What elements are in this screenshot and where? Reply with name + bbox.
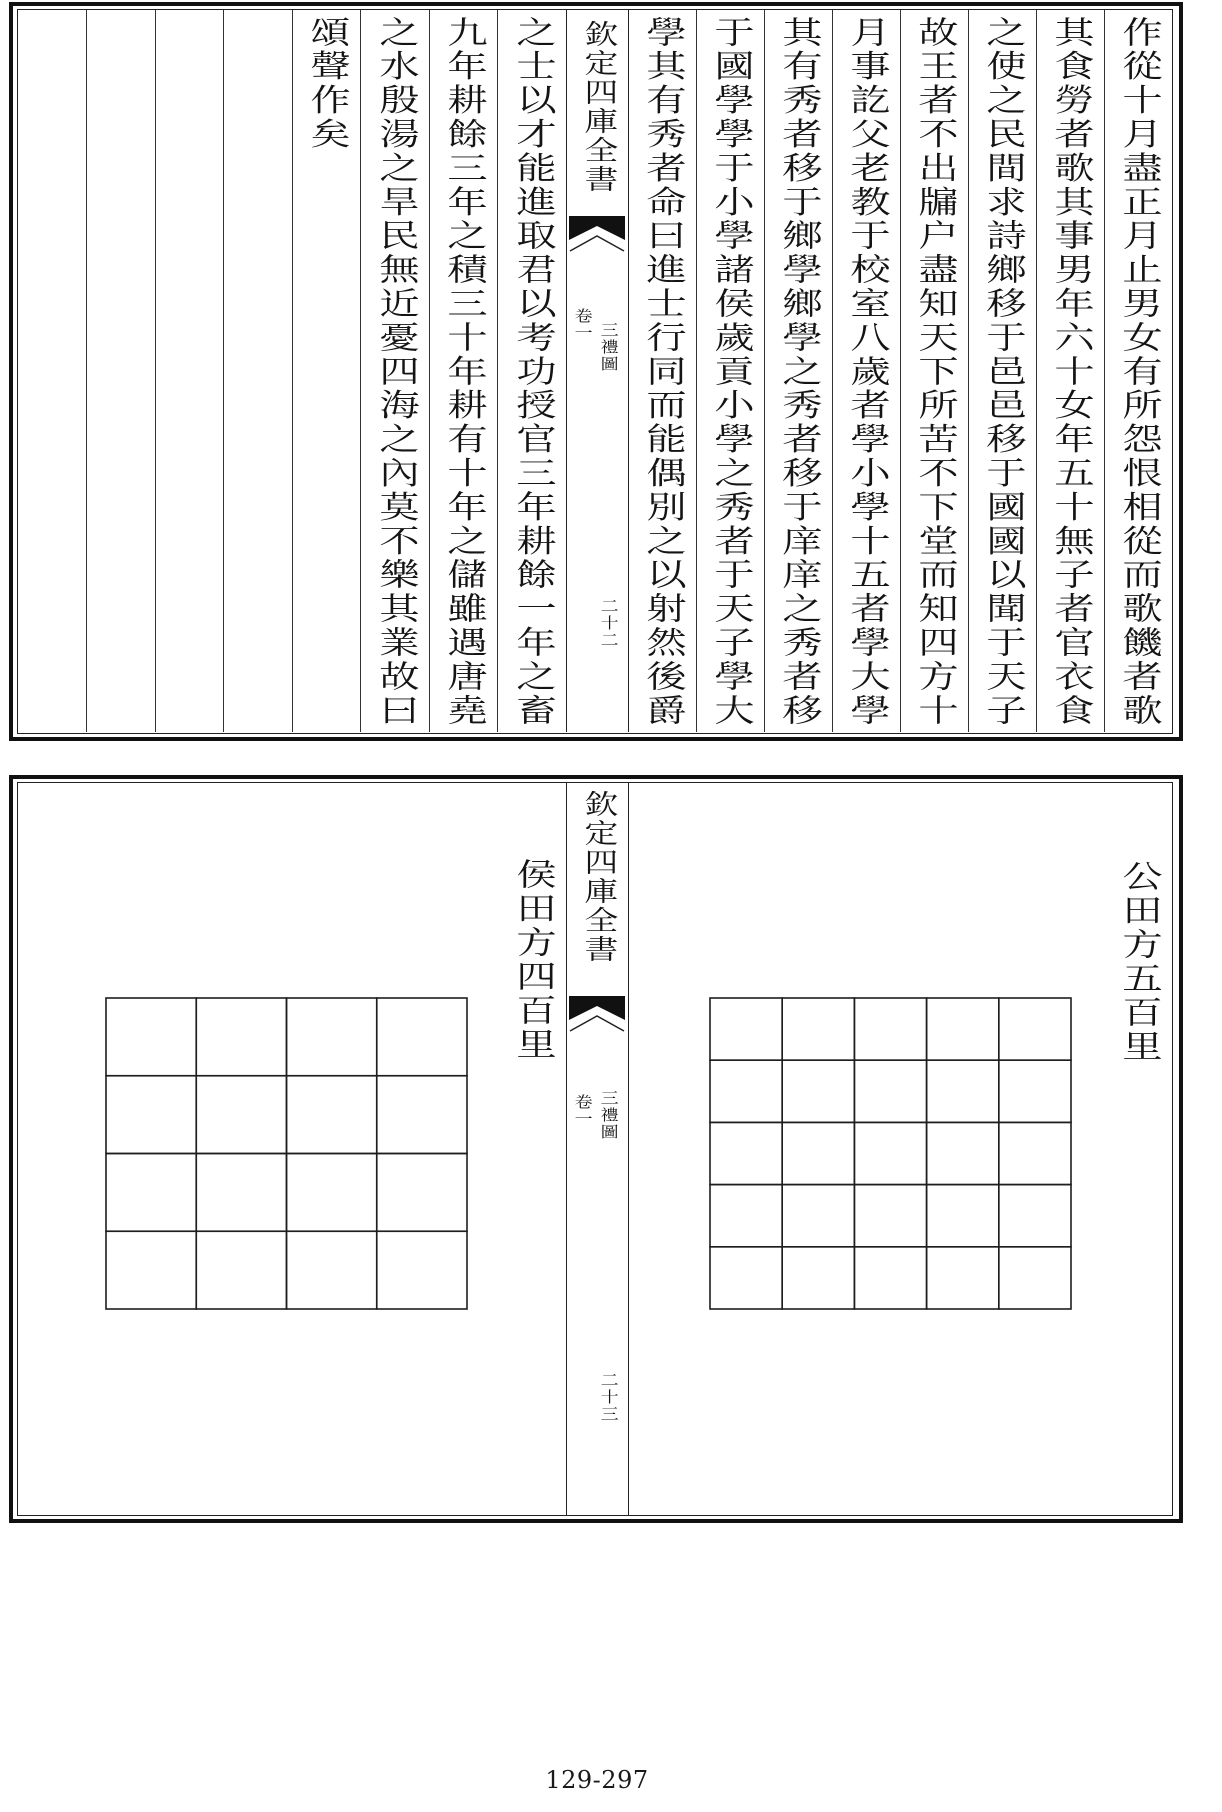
grid-cell: [854, 1185, 926, 1247]
grid-cell: [106, 1076, 196, 1154]
text-column-2: 其食勞者歌其事男年六十女年五十無子者官衣食: [1046, 16, 1094, 728]
left-diagram-caption: 侯田方四百里: [508, 858, 556, 1062]
grid-cell: [377, 998, 467, 1076]
center-column-folio: 二十二: [598, 598, 620, 649]
center-column-book-title: 欽定四庫全書: [578, 20, 617, 194]
column-rule: [900, 10, 901, 732]
text-column-12: 頌聲作矣: [302, 16, 350, 152]
text-column-9: 之士以才能進取君以考功授官三年耕餘一年之畜: [508, 16, 556, 728]
grid-cell: [377, 1076, 467, 1154]
fish-tail-mark: [569, 216, 625, 252]
center-column-folio: 二十三: [598, 1372, 620, 1423]
grid-cell: [782, 1185, 854, 1247]
text-column-1: 作從十月盡正月止男女有所怨恨相從而歌饑者歌: [1114, 16, 1162, 728]
grid-cell: [196, 1231, 286, 1309]
grid-cell: [999, 998, 1071, 1060]
fish-tail-mark: [569, 996, 625, 1032]
grid-cell: [927, 1122, 999, 1184]
column-rule: [696, 10, 697, 732]
grid-cell: [927, 1185, 999, 1247]
column-rule: [86, 10, 87, 732]
column-rule: [764, 10, 765, 732]
text-column-10: 九年耕餘三年之積三十年耕有十年之儲雖遇唐堯: [439, 16, 487, 728]
grid-cell: [927, 1247, 999, 1309]
grid-cell: [854, 1247, 926, 1309]
text-column-8: 學其有秀者命曰進士行同而能偶別之以射然後爵: [638, 16, 686, 728]
center-column-book-title: 欽定四庫全書: [578, 790, 617, 964]
grid-cell: [710, 1185, 782, 1247]
grid-cell: [196, 1076, 286, 1154]
text-column-5: 月事訖父老教于校室八歲者學小學十五者學大學: [842, 16, 890, 728]
right-diagram-caption: 公田方五百里: [1114, 860, 1162, 1064]
center-column-rule-right: [628, 783, 629, 1515]
page-number: 129-297: [545, 1766, 649, 1794]
grid-cell: [999, 1060, 1071, 1122]
column-rule: [155, 10, 156, 732]
center-column-rule-left: [566, 783, 567, 1515]
column-rule: [1036, 10, 1037, 732]
grid-cell: [106, 998, 196, 1076]
center-column-rule-left: [566, 10, 567, 732]
center-column-work-title: 三禮圖: [598, 1090, 620, 1141]
grid-cell: [287, 1231, 377, 1309]
center-column-juan: 卷一: [572, 1094, 594, 1128]
grid-cell: [999, 1185, 1071, 1247]
grid-cell: [710, 1122, 782, 1184]
center-column-rule-right: [628, 10, 629, 732]
right-field-grid-diagram: [709, 997, 1072, 1310]
grid-cell: [999, 1122, 1071, 1184]
grid-cell: [710, 1060, 782, 1122]
text-column-7: 于國學學于小學諸侯歲貢小學之秀者于天子學大: [706, 16, 754, 728]
text-column-11: 之水殷湯之旱民無近憂四海之內莫不樂其業故曰: [371, 16, 419, 728]
column-rule: [360, 10, 361, 732]
grid-cell: [710, 1247, 782, 1309]
grid-cell: [782, 1060, 854, 1122]
column-rule: [292, 10, 293, 732]
grid-cell: [196, 998, 286, 1076]
grid-cell: [927, 998, 999, 1060]
grid-cell: [782, 1247, 854, 1309]
grid-cell: [377, 1154, 467, 1232]
text-column-4: 故王者不出牖户盡知天下所苦不下堂而知四方十: [910, 16, 958, 728]
grid-cell: [854, 998, 926, 1060]
grid-cell: [854, 1122, 926, 1184]
grid-cell: [106, 1231, 196, 1309]
column-rule: [1104, 10, 1105, 732]
left-field-grid-diagram: [105, 997, 468, 1310]
grid-cell: [106, 1154, 196, 1232]
grid-cell: [999, 1247, 1071, 1309]
grid-cell: [196, 1154, 286, 1232]
grid-cell: [854, 1060, 926, 1122]
grid-cell: [782, 1122, 854, 1184]
grid-cell: [377, 1231, 467, 1309]
grid-cell: [287, 1154, 377, 1232]
grid-cell: [782, 998, 854, 1060]
center-column-work-title: 三禮圖: [598, 322, 620, 373]
grid-cell: [287, 1076, 377, 1154]
grid-cell: [927, 1060, 999, 1122]
column-rule: [429, 10, 430, 732]
text-column-6: 其有秀者移于鄉學鄉學之秀者移于庠庠之秀者移: [774, 16, 822, 728]
column-rule: [832, 10, 833, 732]
center-column-juan: 卷一: [572, 308, 594, 342]
grid-cell: [287, 998, 377, 1076]
column-rule: [968, 10, 969, 732]
column-rule: [223, 10, 224, 732]
column-rule: [497, 10, 498, 732]
text-column-3: 之使之民間求詩鄉移于邑邑移于國國以聞于天子: [978, 16, 1026, 728]
grid-cell: [710, 998, 782, 1060]
